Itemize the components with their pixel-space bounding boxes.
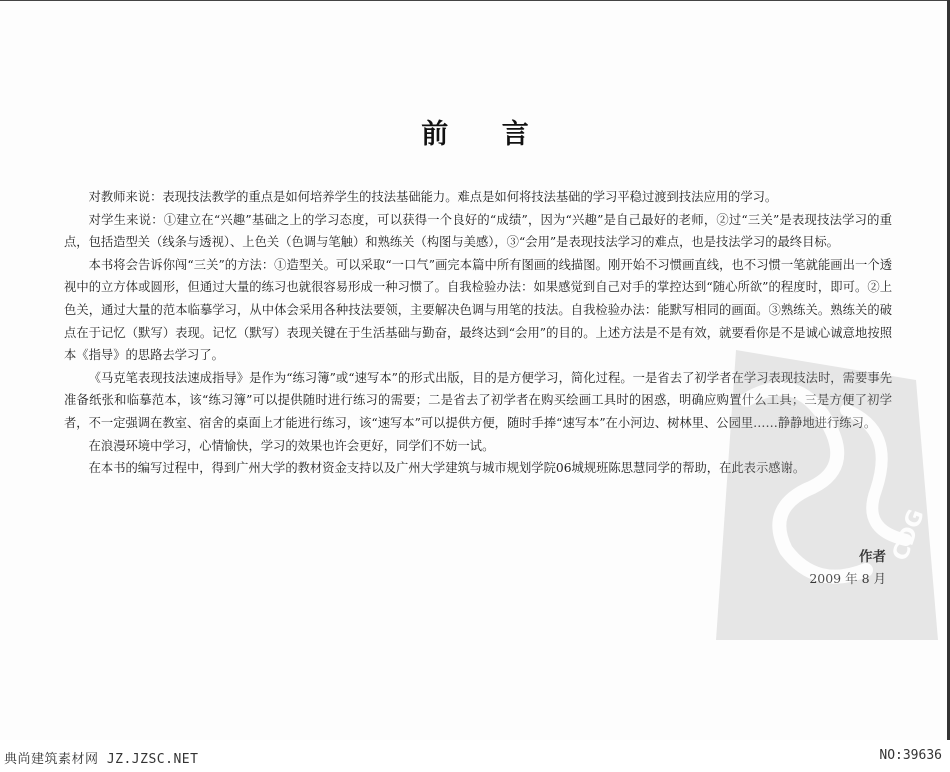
footer-source: 典尚建筑素材网 JZ.JZSC.NET <box>4 752 199 767</box>
footer-bar <box>0 742 950 772</box>
paragraph-teachers: 对教师来说：表现技法教学的重点是如何培养学生的技法基础能力。难点是如何将技法基础的学习平稳过渡到技法应用的学习。 <box>88 190 778 204</box>
watermark-text: CDG <box>888 506 930 565</box>
paragraph-environment: 在浪漫环境中学习，心情愉快，学习的效果也许会更好，同学们不妨一试。 <box>88 438 495 453</box>
author-label: 作者 <box>859 549 886 565</box>
date-label: 2009 年 8 月 <box>809 571 886 586</box>
scan-border-top <box>0 0 950 1</box>
paragraph-book-format: 《马克笔表现技法速成指导》是作为“练习簿”或“速写本”的形式出版，目的是方便学习，简化过程。一是省去了初学者在学习表现技法时，需要事先准备纸张和临摹范本，该“练习簿”可以提供随时进行练习的需要；二是省去了初学者在购买绘画工具时的困惑，明确应购置什么工具；三是方便了初学者，不一定强调在教室、宿舍的桌面上才能进行练习，该“速写本”可以提供方便，随时手捧“速写本”在小河边、树林里、公园里……静静地进行练习。 <box>64 370 892 430</box>
footer-number: NO:39636 <box>879 748 942 763</box>
signature-block <box>809 546 886 590</box>
preface-body <box>64 186 892 480</box>
paragraph-three-checkpoints: 本书将会告诉你闯“三关”的方法：①造型关。可以采取“一口气”画完本篇中所有图画的线描图。刚开始不习惯画直线，也不习惯一笔就能画出一个透视中的立方体或圆形，但通过大量的练习也就很容易形成一种习惯了。自我检验办法：如果感觉到自己对手的掌控达到“随心所欲”的程度时，即可。②上色关，通过大量的范本临摹学习，从中体会采用各种技法要领，主要解决色调与用笔的技法。自我检验办法：能默写相同的画面。③熟练关。熟练关的破点在于记忆（默写）表现。记忆（默写）表现关键在于生活基础与勤奋，最终达到“会用”的目的。上述方法是不是有效，就要看你是不是诚心诚意地按照本《指导》的思路去学习了。 <box>64 257 892 363</box>
paragraph-acknowledgement: 在本书的编写过程中，得到广州大学的教材资金支持以及广州大学建筑与城市规划学院06城规班陈思慧同学的帮助，在此表示感谢。 <box>88 461 806 476</box>
paragraph-students: 对学生来说：①建立在“兴趣”基础之上的学习态度，可以获得一个良好的“成绩”，因为“兴趣”是自己最好的老师，②过“三关”是表现技法学习的重点，包括造型关（线条与透视）、上色关（色调与笔触）和熟练关（构图与美感），③“会用”是表现技法学习的难点，也是技法学习的最终目标。 <box>64 212 892 250</box>
page-title: 前 言 <box>421 119 551 150</box>
